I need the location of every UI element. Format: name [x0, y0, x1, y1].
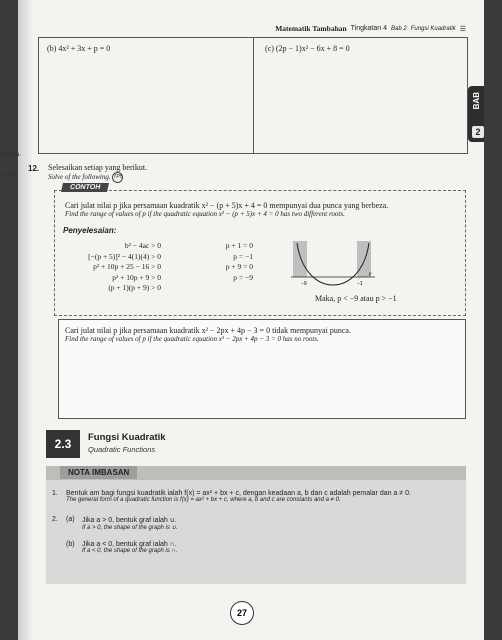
example-question — [65, 201, 461, 218]
textbook-page — [18, 0, 484, 640]
tp-badge: TP5 — [112, 172, 123, 183]
example-box — [54, 190, 466, 316]
axis-label: p — [369, 272, 372, 277]
answer-box-top — [38, 37, 468, 154]
exercise-malay: Cari julat nilai p jika persamaan kuadratik x² − 2px + 4p − 3 = 0 tidak mempunyai punca. — [65, 326, 351, 335]
instruction-malay: Selesaikan setiap yang berikut. — [48, 163, 148, 172]
section-title: Fungsi Kuadratik — [88, 432, 166, 443]
instruction-english: Solve of the following. TP5 — [48, 173, 123, 182]
note-2a-malay: Jika a > 0, bentuk graf ialah — [82, 517, 168, 524]
note-2b-row — [82, 541, 177, 548]
page-shadow — [18, 0, 32, 640]
header-icon: ☰ — [459, 25, 466, 33]
working-left — [65, 241, 161, 294]
question-number: 12. — [28, 164, 40, 173]
running-header — [275, 24, 466, 33]
note-1-malay: Bentuk am bagi fungsi kuadratik ialah f(x) = ax² + bx + c, dengan keadaan a, b dan c adalah pemalar dan a ≠ 0. — [66, 490, 411, 497]
exercise-english: Find the range of values of p if the quadratic equation x² − 2px + 4p − 3 = 0 has no roots. — [65, 335, 319, 343]
parabola-graph — [291, 239, 375, 291]
question-instruction — [48, 163, 147, 183]
work-line: (p + 1)(p + 9) > 0 — [108, 283, 161, 292]
work-line: p² + 10p + 9 > 0 — [112, 272, 161, 282]
solution-heading: Penyelesaian: — [63, 226, 117, 235]
previous-page-edge — [0, 150, 22, 190]
root-left-label: −9 — [301, 281, 307, 287]
note-item-2b — [82, 541, 178, 554]
work-line: p = −9 — [233, 272, 253, 282]
revision-note-label: NOTA IMBASAN — [60, 466, 137, 479]
working-right — [205, 241, 253, 283]
chapter: Bab 2 — [391, 25, 407, 32]
note-item-number: 2. — [52, 516, 58, 523]
part-c: (c) (2p − 1)x² − 6x + 8 = 0 — [265, 44, 350, 53]
section-heading — [46, 430, 466, 460]
section-number: 2.3 — [46, 430, 80, 458]
exercise-question — [65, 326, 351, 343]
box-divider — [253, 38, 254, 153]
shaded-region-left — [293, 241, 307, 277]
note-2b-label: (b) — [66, 541, 75, 548]
note-2b-malay: Jika a < 0, bentuk graf ialah — [82, 541, 168, 548]
edge-text: roots. — [1, 172, 17, 178]
work-line: p² + 10p + 25 − 16 > 0 — [93, 262, 161, 271]
n-shape-icon: ∩. — [171, 548, 178, 554]
chapter-tab-number: 2 — [472, 126, 484, 138]
note-item-1 — [66, 490, 462, 503]
n-shape-icon: ∩. — [169, 541, 177, 548]
note-1-english: The general form of a quadratic function is f(x) = ax² + bx + c, where a, b and c are constants and a ≠ 0. — [66, 497, 341, 503]
revision-note-bar — [46, 466, 466, 480]
u-shape-icon: ∪. — [169, 517, 177, 524]
chapter-title: Fungsi Kuadratik — [410, 25, 456, 32]
note-2a-label: (a) — [66, 516, 75, 523]
work-line: p + 9 = 0 — [225, 262, 253, 271]
exercise-box — [58, 319, 466, 419]
note-2a-row — [82, 517, 177, 524]
level: Tingkatan 4 — [350, 25, 387, 32]
note-item-number: 1. — [52, 490, 58, 497]
note-2b-english: If a < 0, the shape of the graph is — [82, 548, 170, 554]
u-shape-icon: ∪. — [171, 525, 178, 531]
work-line: b² − 4ac > 0 — [124, 241, 161, 250]
example-label: CONTOH — [61, 183, 109, 192]
root-right-label: −1 — [357, 281, 363, 287]
part-b: (b) 4x² + 3x + p = 0 — [47, 44, 111, 53]
book-title: Matematik Tambahan — [275, 24, 347, 33]
example-english: Find the range of values of p if the quadratic equation x² − (p + 5)x + 4 = 0 has two different roots. — [65, 210, 345, 218]
work-line: p + 1 = 0 — [225, 241, 253, 250]
chapter-tab — [468, 86, 484, 142]
example-malay: Cari julat nilai p jika persamaan kuadratik x² − (p + 5)x + 4 = 0 mempunyai dua punca yang berbeza. — [65, 201, 389, 210]
edge-text: erbeza. — [1, 152, 22, 158]
page-number: 27 — [230, 601, 254, 625]
note-2b-row-en — [82, 548, 178, 554]
note-2a-english: If a > 0, the shape of the graph is — [82, 525, 170, 531]
note-2a-row-en — [82, 524, 178, 531]
note-item-2a — [82, 516, 178, 531]
work-line: p = −1 — [233, 251, 253, 261]
section-subtitle: Quadratic Functions — [88, 445, 156, 454]
chapter-tab-label: BAB — [472, 92, 481, 110]
work-line: [−(p + 5)]² − 4(1)(4) > 0 — [88, 251, 161, 261]
example-answer: Maka, p < −9 atau p > −1 — [315, 294, 397, 303]
